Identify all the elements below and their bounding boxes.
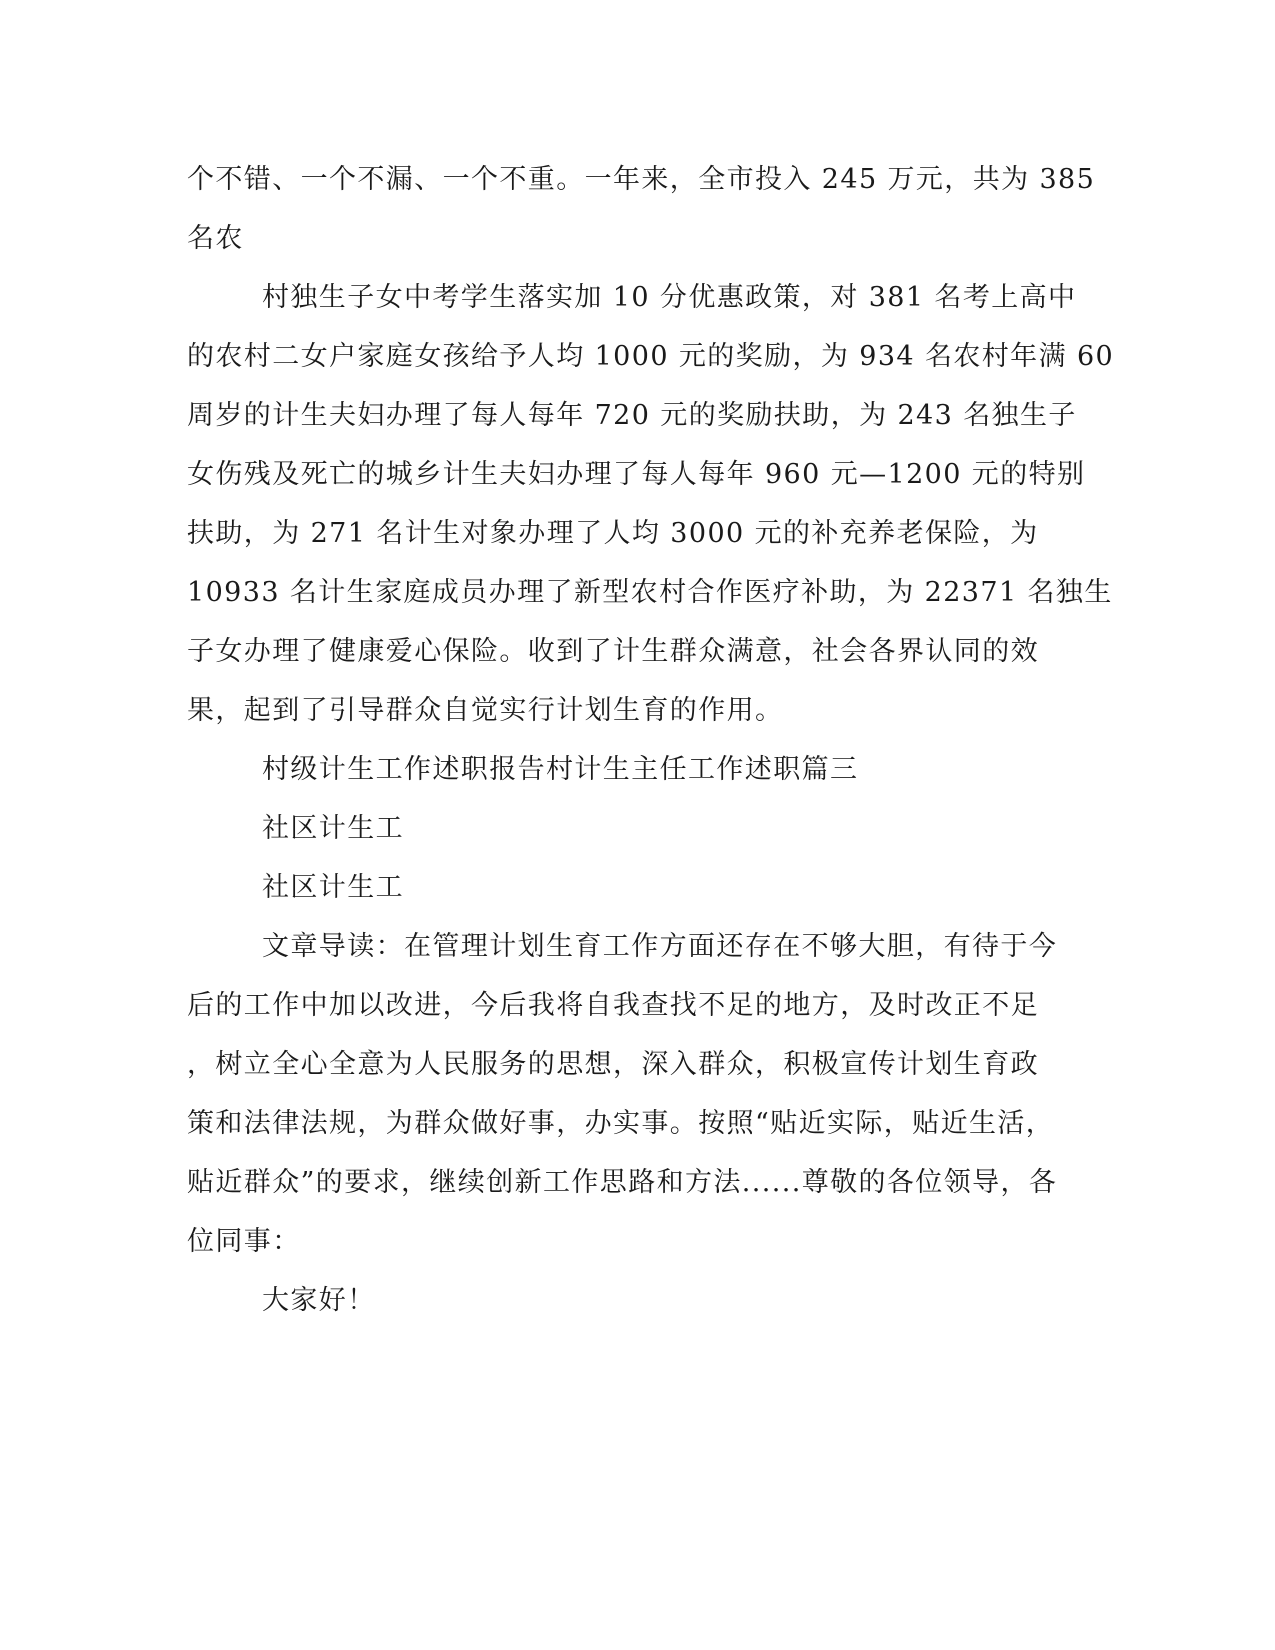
text-line: 周岁的计生夫妇办理了每人每年 720 元的奖励扶助，为 243 名独生子 [187,400,1077,431]
paragraph-start: 村独生子女中考学生落实加 10 分优惠政策，对 381 名考上高中 [262,282,1077,313]
text-line: 名农 [187,223,244,254]
text-line: 10933 名计生家庭成员办理了新型农村合作医疗补助，为 22371 名独生 [187,577,1113,608]
text-line: 策和法律法规，为群众做好事，办实事。按照“贴近实际，贴近生活， [187,1108,1055,1139]
text-line: 位同事： [187,1226,301,1257]
text-line: 的农村二女户家庭女孩给予人均 1000 元的奖励，为 934 名农村年满 60 [187,341,1115,372]
text-line: 果，起到了引导群众自觉实行计划生育的作用。 [187,695,784,726]
text-line: 后的工作中加以改进，今后我将自我查找不足的地方，及时改正不足 [187,990,1039,1021]
text-line: 女伤残及死亡的城乡计生夫妇办理了每人每年 960 元—1200 元的特别 [187,459,1086,490]
text-line: 扶助，为 271 名计生对象办理了人均 3000 元的补充养老保险，为 [187,518,1039,549]
text-line: 个不错、一个不漏、一个不重。一年来，全市投入 245 万元，共为 385 [187,164,1096,195]
section-title: 村级计生工作述职报告村计生主任工作述职篇三 [262,754,859,785]
greeting: 大家好！ [262,1285,376,1316]
paragraph-start: 文章导读：在管理计划生育工作方面还存在不够大胆，有待于今 [262,931,1058,962]
section-subtitle: 社区计生工 [262,813,404,844]
text-line: ，树立全心全意为人民服务的思想，深入群众，积极宣传计划生育政 [187,1049,1039,1080]
text-line: 子女办理了健康爱心保险。收到了计生群众满意，社会各界认同的效 [187,636,1039,667]
section-subtitle: 社区计生工 [262,872,404,903]
text-line: 贴近群众”的要求，继续创新工作思路和方法......尊敬的各位领导，各 [187,1167,1058,1198]
